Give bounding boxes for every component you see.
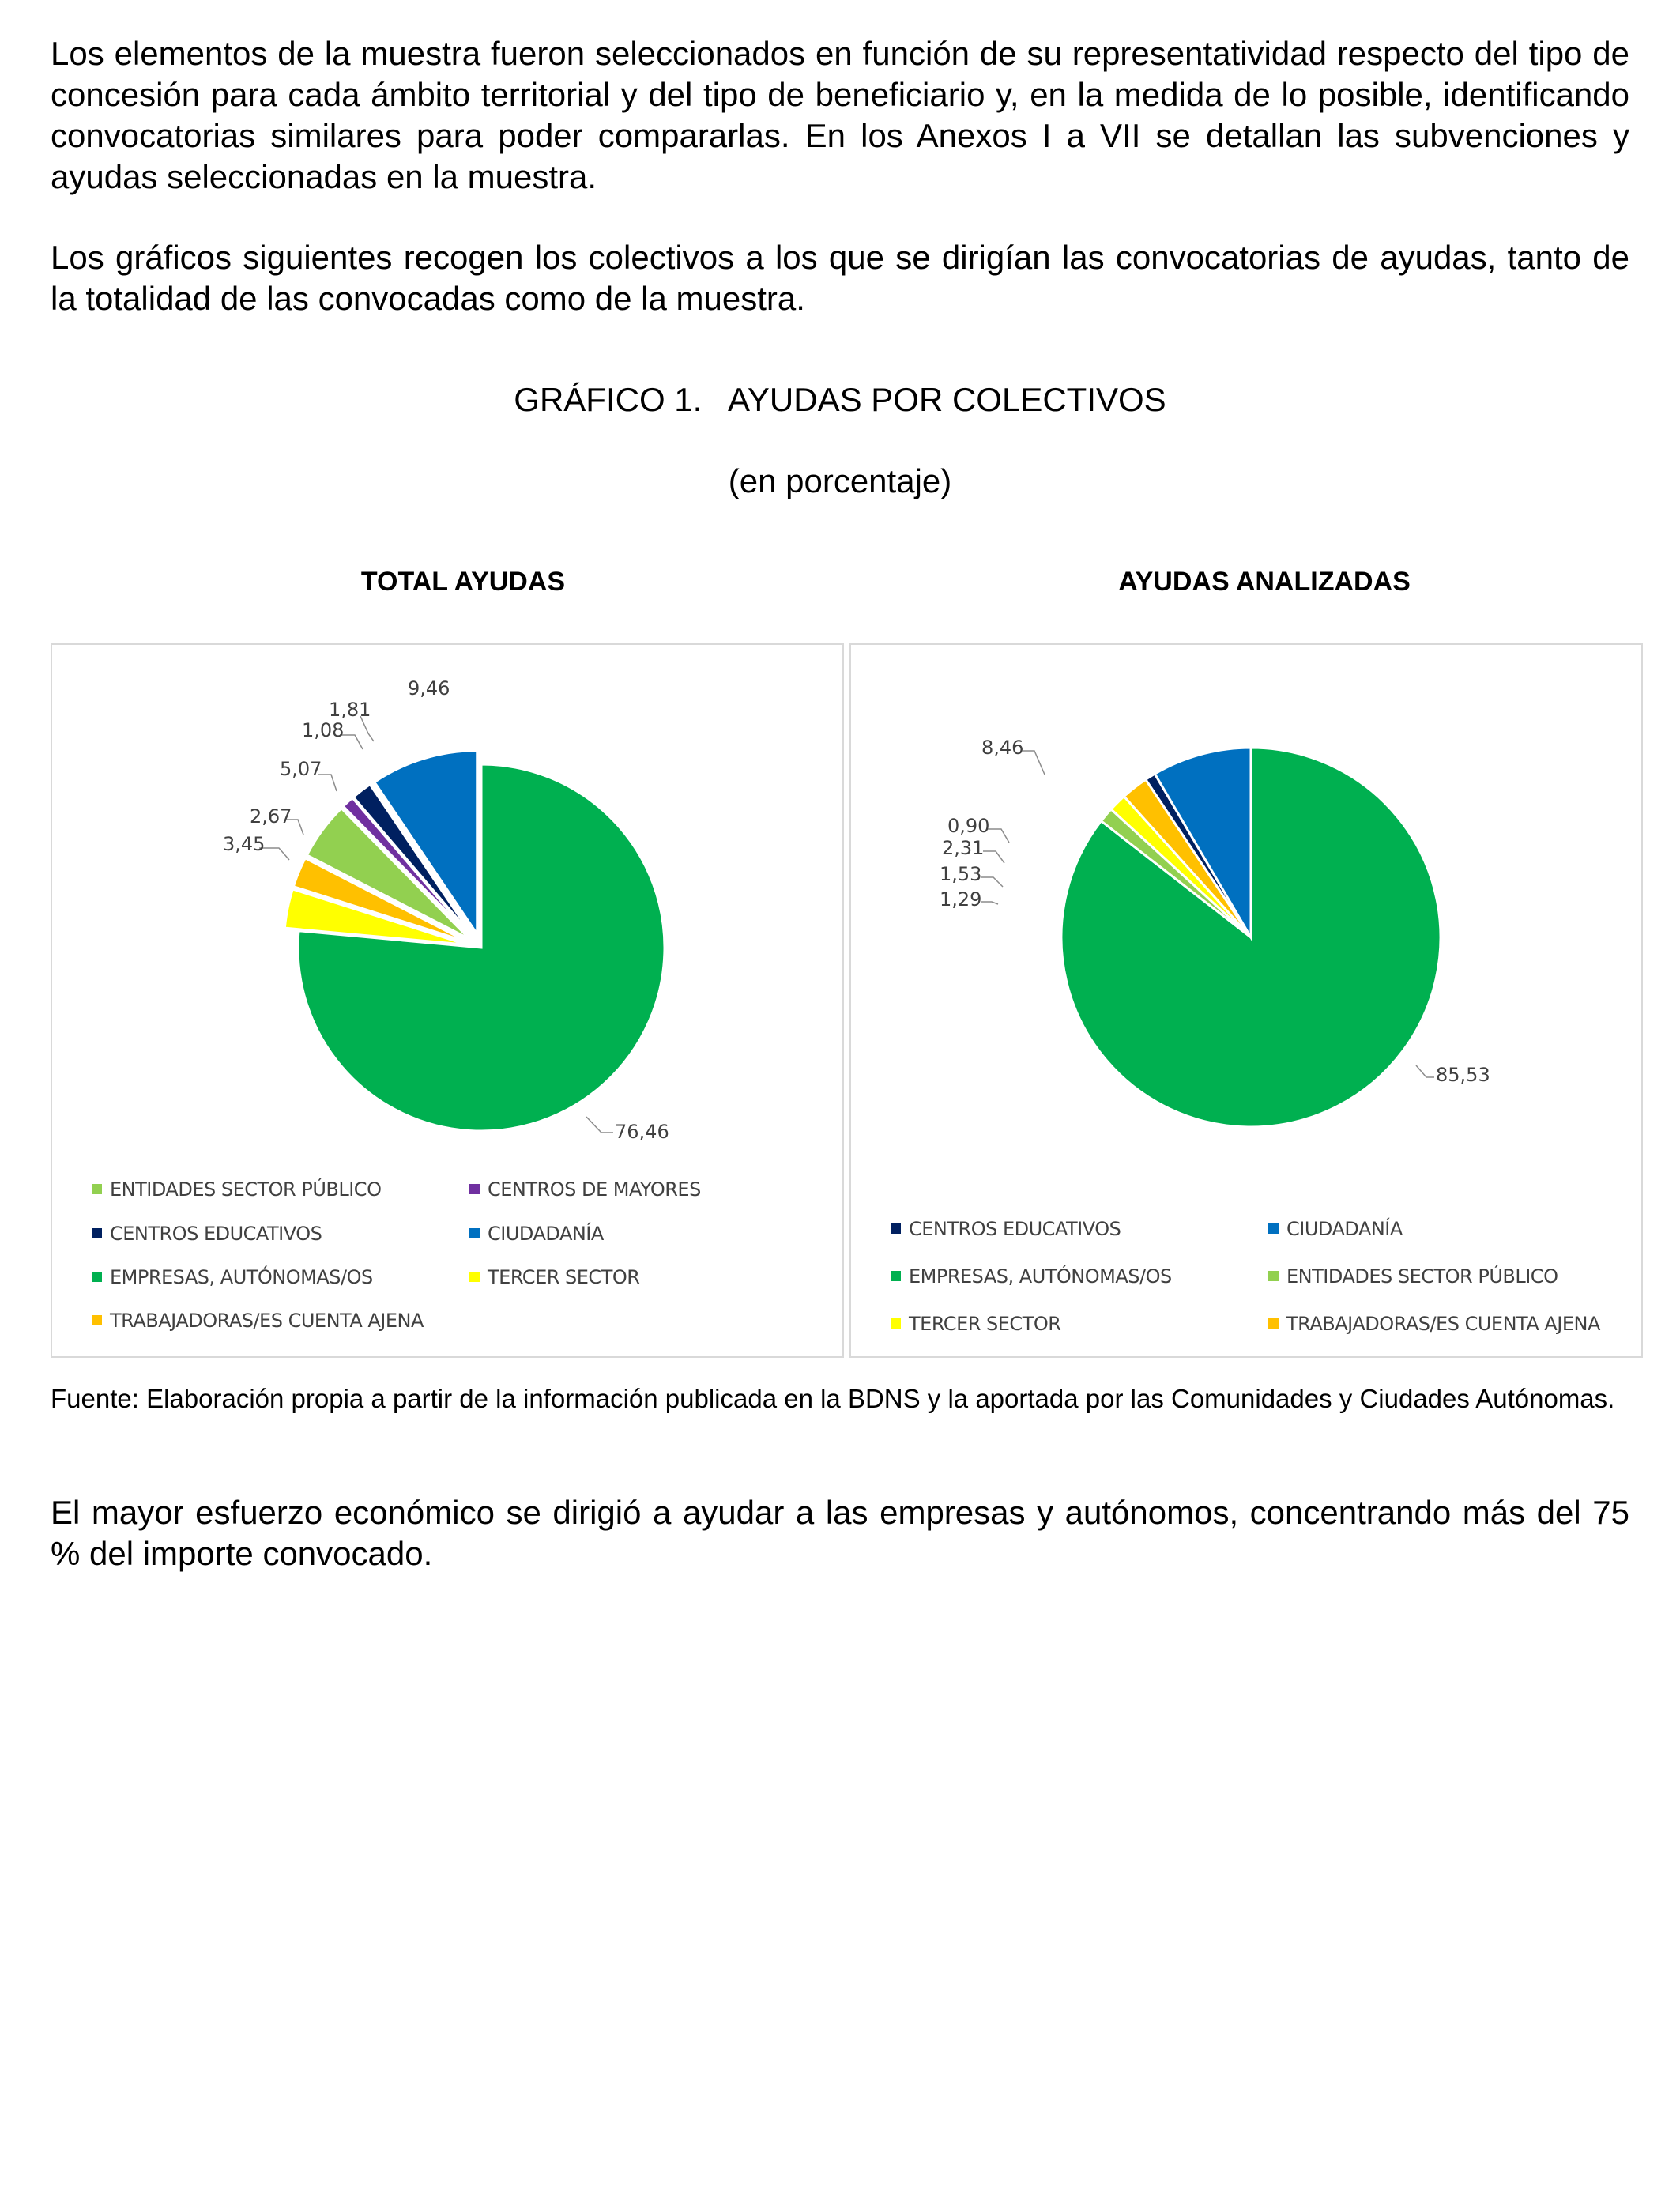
chart-title-analyzed: AYUDAS ANALIZADAS (1118, 567, 1411, 597)
data-label-ciudadania: 9,46 (408, 677, 450, 699)
legend-swatch-icon (92, 1184, 102, 1194)
leader-line-entidades-sector-publico (981, 902, 998, 904)
pie-chart-total (52, 645, 842, 1356)
data-label-entidades-sector-publico: 1,29 (940, 888, 982, 910)
legend-item-centros-educativos (92, 1223, 463, 1245)
legend-swatch-icon (1268, 1318, 1279, 1329)
legend-label: CENTROS EDUCATIVOS (110, 1223, 322, 1245)
legend-swatch-icon (92, 1272, 102, 1282)
source-note: Fuente: Elaboración propia a partir de la información publicada en la BDNS y la aportada por las Comunidades y Ciudades Autónomas. (51, 1384, 1615, 1413)
intro-paragraph: Los elementos de la muestra fueron seleccionados en función de su representatividad respecto del tipo de concesión para cada ámbito territorial y del tipo de beneficiario y, en la medida de lo posible, identificando convocatorias similares para poder compararlas. En los Anexos I a VII se detallan las subvenciones y ayudas seleccionadas en la muestra. (51, 35, 1629, 195)
legend-item-trabajadoras-es-cuenta-ajena (1268, 1313, 1640, 1335)
legend-swatch-icon (92, 1228, 102, 1238)
legend-label: TRABAJADORAS/ES CUENTA AJENA (1286, 1313, 1600, 1335)
legend-swatch-icon (469, 1272, 480, 1282)
legend-label: EMPRESAS, AUTÓNOMAS/OS (110, 1266, 373, 1288)
chart-title-total: TOTAL AYUDAS (360, 567, 566, 597)
pie-chart-total-panel (51, 643, 844, 1358)
pie-chart-analyzed (851, 645, 1641, 1356)
legend-label: CIUDADANÍA (488, 1223, 604, 1245)
data-label-centros-de-mayores: 1,08 (302, 719, 345, 741)
legend-label: TRABAJADORAS/ES CUENTA AJENA (110, 1310, 424, 1332)
legend-swatch-icon (1268, 1223, 1279, 1234)
legend-item-tercer-sector (469, 1266, 841, 1288)
data-label-tercer-sector: 1,53 (940, 863, 982, 885)
leader-line-tercer-sector (981, 877, 1003, 887)
data-label-centros-educativos: 0,90 (947, 815, 990, 837)
data-label-empresas-autonomas-os: 76,46 (615, 1121, 669, 1143)
conclusion-paragraph: El mayor esfuerzo económico se dirigió a ayudar a las empresas y autónomos, concentrando más del 75 % del importe convocado. (51, 1494, 1629, 1572)
data-label-trabajadoras-es-cuenta-ajena: 2,67 (250, 805, 292, 827)
legend-item-centros-educativos (891, 1218, 1262, 1240)
legend-item-entidades-sector-publico (1268, 1265, 1640, 1287)
legend-swatch-icon (469, 1184, 480, 1194)
figure-subtitle: (en porcentaje) (728, 462, 952, 499)
legend-label: CIUDADANÍA (1286, 1218, 1403, 1240)
legend-item-ciudadania (469, 1223, 841, 1245)
legend-label: CENTROS EDUCATIVOS (909, 1218, 1121, 1240)
legend-item-centros-de-mayores (469, 1178, 841, 1201)
legend-label: CENTROS DE MAYORES (488, 1178, 701, 1201)
legend-item-trabajadoras-es-cuenta-ajena (92, 1310, 463, 1332)
legend-swatch-icon (891, 1271, 901, 1281)
data-label-centros-educativos: 1,81 (329, 699, 371, 721)
legend-label: TERCER SECTOR (909, 1313, 1061, 1335)
legend-item-tercer-sector (891, 1313, 1262, 1335)
leader-line-empresas-autonomas-os (1416, 1065, 1434, 1077)
pie-chart-analyzed-panel (849, 643, 1643, 1358)
legend-swatch-icon (891, 1223, 901, 1234)
data-label-tercer-sector: 3,45 (223, 833, 266, 855)
legend-item-empresas-autonomas-os (92, 1266, 463, 1288)
legend-item-empresas-autonomas-os (891, 1265, 1262, 1287)
legend-label: EMPRESAS, AUTÓNOMAS/OS (909, 1265, 1172, 1287)
data-label-ciudadania: 8,46 (981, 737, 1024, 759)
leader-line-centros-educativos (987, 829, 1009, 843)
charts-intro-paragraph: Los gráficos siguientes recogen los colectivos a los que se dirigían las convocatorias de ayudas, tanto de la totalidad de las convocadas como de la muestra. (51, 239, 1629, 317)
legend-item-entidades-sector-publico (92, 1178, 463, 1201)
leader-line-empresas-autonomas-os (586, 1117, 613, 1133)
data-label-entidades-sector-publico: 5,07 (280, 758, 322, 780)
legend-swatch-icon (891, 1318, 901, 1329)
legend-label: ENTIDADES SECTOR PÚBLICO (1286, 1265, 1558, 1287)
legend-swatch-icon (1268, 1271, 1279, 1281)
data-label-empresas-autonomas-os: 85,53 (1436, 1064, 1490, 1086)
legend-item-ciudadania (1268, 1218, 1640, 1240)
figure-title: GRÁFICO 1. AYUDAS POR COLECTIVOS (514, 381, 1166, 418)
legend-label: ENTIDADES SECTOR PÚBLICO (110, 1178, 382, 1201)
legend-swatch-icon (469, 1228, 480, 1238)
leader-line-ciudadania (1023, 751, 1045, 775)
legend-swatch-icon (92, 1315, 102, 1325)
data-label-trabajadoras-es-cuenta-ajena: 2,31 (942, 837, 985, 859)
leader-line-trabajadoras-es-cuenta-ajena (983, 851, 1004, 863)
legend-label: TERCER SECTOR (488, 1266, 640, 1288)
